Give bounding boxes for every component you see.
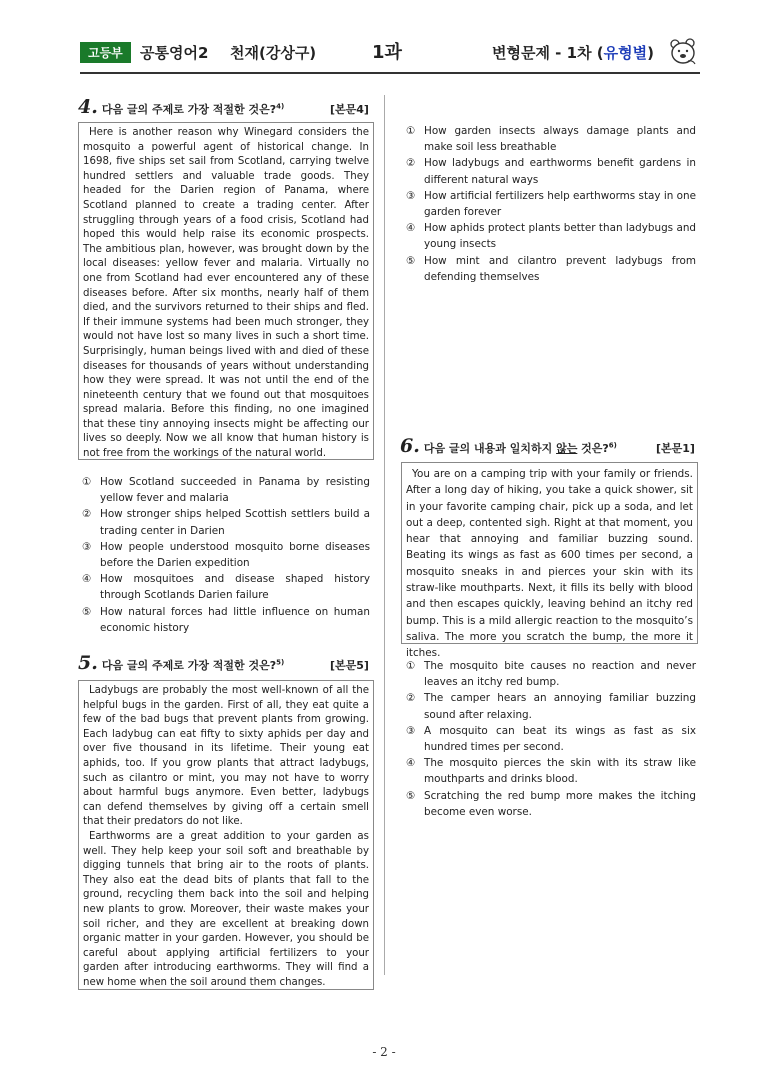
subject-title: 공통영어2 <box>140 44 209 62</box>
question-6-passage <box>401 462 698 660</box>
passage-text: You are on a camping trip with your family or friends. After a long day of hiking, you take a quick shower, sit in your favorite camping chair, pick up a soda, and let out a deep, contented sigh. Right at that moment, you hear that annoying and familiar buzzing sound. Beating its wings as fast as 600 times per second, a mosquito sneaks in and pierces your skin with its straw-like mouthparts. Next, it fills its belly with blood and then escapes quickly, leaving behind an itchy red bump. This is a mild allergic reaction to the mosquito’s saliva. The more you scratch the bump, the more it itches. <box>406 468 693 660</box>
question-number: 4. <box>78 96 98 118</box>
header-rule <box>80 72 700 74</box>
choice-5[interactable]: ⑤ How mint and cilantro prevent ladybugs from defending themselves <box>406 254 696 283</box>
question-4-heading <box>78 96 284 118</box>
passage-paragraph-1: Ladybugs are probably the most well-known of all the helpful bugs in the garden. First of all, they eat quite a few of the bad bugs that prevent plants from growing. Each ladybug can eat fifty to sixty aphids per day and over five thousand in its lifetime. Their young eat aphids, too. If you grow plants that attract ladybugs, such as cilantro or mint, you may not have to worry about harmful bugs anymore. Even better, ladybugs can defend themselves by giving off a certain smell that their predators do not like. <box>83 685 369 828</box>
choice-3[interactable]: ③ How artificial fertilizers help earthworms stay in one garden forever <box>406 189 696 219</box>
choice-1[interactable]: ① How Scotland succeeded in Panama by resisting yellow fever and malaria <box>82 476 370 505</box>
page-number: - 2 - <box>372 1045 396 1059</box>
footnote-mark: 6) <box>608 441 617 450</box>
question-5-source: [본문5] <box>330 659 369 672</box>
question-6-choices <box>406 658 696 820</box>
question-4-source: [본문4] <box>330 103 369 116</box>
passage-paragraph-2: Earthworms are a great addition to your garden as well. They help keep your soil soft and breathable by digging tunnels that bring air to the roots of plants. They also eat the dead bits of plants that fall to the ground, recycling them back into the soil and helping new plants to grow. Moreover, their waste makes your soil richer, and they are excellent at breaking down organic matter in your garden. However, you should be careful about applying artificial fertilizers to your garden after introducing earthworms. They will find a new home when the soil around them changes. <box>83 830 369 988</box>
footnote-mark: 5) <box>276 658 285 667</box>
question-6-heading: 6. 다음 글의 내용과 일치하지 않는 것은?$^{6)}$ <box>400 435 617 457</box>
choice-4[interactable]: ④ How mosquitoes and disease shaped history through Scotlands Darien failure <box>82 573 370 602</box>
level-badge: 고등부 <box>80 42 131 63</box>
choice-4[interactable]: ④ How aphids protect plants better than ladybugs and young insects <box>406 222 696 251</box>
question-prompt: 다음 글의 주제로 가장 적절한 것은? <box>101 659 277 672</box>
choice-5[interactable]: ⑤ How natural forces had little influence on human economic history <box>82 605 370 634</box>
question-5-heading <box>78 652 284 674</box>
passage-text: Here is another reason why Winegard considers the mosquito a powerful agent of historical change. In 1698, five ships set sail from Scotland, carrying twelve hundred settlers and valuable trade goods. They headed for the Darien region of Panama, where Scotland planned to create a trading center. After struggling through years of a food crisis, Scotland had hoped this would help raise its economic prospects. The ambitious plan, however, was brought down by the local diseases: yellow fever and malaria. Virtually no one from Scotland had ever encountered any of these diseases before. After six months, nearly half of them died, and the survivors returned to their ships and fled. If their immune systems had been much stronger, they would not have lost so many lives in such a short time. Surprisingly, human beings lived with and died of these diseases for thousands of years without understanding how they were spread. It was not until the end of the nineteenth century that we found out that mosquitoes spread malaria. Before this finding, no one imagined that these tiny annoying insects might be affecting our lives so deeply. Now we all know that human history is not free from the workings of the natural world. <box>83 127 369 460</box>
footnote-mark: 4) <box>276 102 285 111</box>
choice-1[interactable]: ① The mosquito bite causes no reaction and never leaves an itchy red bump. <box>406 660 696 689</box>
question-prompt: 다음 글의 주제로 가장 적절한 것은? <box>101 103 277 116</box>
choice-3[interactable]: ③ How people understood mosquito borne diseases before the Darien expedition <box>82 540 370 570</box>
question-4-passage <box>78 122 374 460</box>
question-number: 5. <box>78 652 98 674</box>
question-6-source: [본문1] <box>656 442 695 455</box>
lesson-label: 1과 <box>372 42 402 63</box>
column-divider <box>384 95 385 975</box>
choice-5[interactable]: ⑤ Scratching the red bump more makes the itching become even worse. <box>406 789 696 818</box>
choice-3[interactable]: ③ A mosquito can beat its wings as fast as six hundred times per second. <box>406 724 696 754</box>
choice-2[interactable]: ② How stronger ships helped Scottish settlers build a trading center in Darien <box>82 508 370 537</box>
question-number: 6. <box>400 435 420 457</box>
publisher-label: 천재(강상구) <box>230 44 317 62</box>
question-5-passage <box>78 680 374 990</box>
exam-type-label: 변형문제 - 1차 (유형별) <box>492 44 654 62</box>
choice-1[interactable]: ① How garden insects always damage plants and make soil less breathable <box>406 125 696 154</box>
underlined-word: 않는 <box>556 442 578 455</box>
bear-face-icon <box>668 36 698 66</box>
choice-2[interactable]: ② How ladybugs and earthworms benefit gardens in different natural ways <box>406 157 696 186</box>
choice-4[interactable]: ④ The mosquito pierces the skin with its straw like mouthparts and drinks blood. <box>406 757 696 786</box>
choice-2[interactable]: ② The camper hears an annoying familiar buzzing sound after relaxing. <box>406 692 696 721</box>
page-header <box>80 38 700 70</box>
question-4-choices <box>82 474 370 636</box>
question-5-choices <box>406 123 696 285</box>
